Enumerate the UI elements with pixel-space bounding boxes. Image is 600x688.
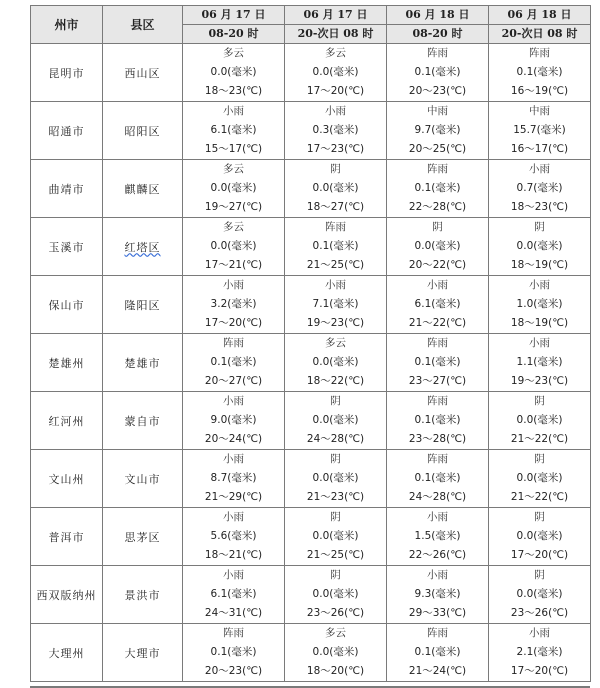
forecast-cell [489, 508, 591, 566]
rainfall-amount: 8.7(毫米) [210, 472, 257, 484]
temperature-range: 18～19(℃) [510, 317, 569, 329]
district-label: 思茅区 [124, 530, 161, 544]
weather-condition: 阵雨 [427, 337, 448, 349]
city-name: 玉溪市 [31, 218, 103, 276]
temperature-range: 19～27(℃) [204, 201, 263, 213]
weather-condition: 中雨 [427, 105, 448, 117]
forecast-cell [387, 392, 489, 450]
weather-condition: 阴 [534, 511, 545, 523]
temperature-range: 23～26(℃) [510, 607, 569, 619]
rainfall-amount: 6.1(毫米) [210, 588, 257, 600]
rainfall-amount: 0.0(毫米) [312, 646, 359, 658]
forecast-cell [489, 218, 591, 276]
temperature-range: 22～28(℃) [408, 201, 467, 213]
forecast-cell [387, 450, 489, 508]
table-row [31, 160, 591, 218]
rainfall-amount: 0.0(毫米) [516, 240, 563, 252]
rainfall-amount: 0.0(毫米) [312, 530, 359, 542]
forecast-cell [183, 102, 285, 160]
temperature-range: 16～19(℃) [510, 85, 569, 97]
temperature-range: 18～21(℃) [204, 549, 263, 561]
weather-condition: 小雨 [223, 395, 244, 407]
district-label: 昭阳区 [124, 124, 161, 138]
rainfall-amount: 1.5(毫米) [414, 530, 461, 542]
forecast-cell [285, 218, 387, 276]
district-label: 红塔区 [124, 240, 161, 254]
rainfall-amount: 0.0(毫米) [312, 588, 359, 600]
temperature-range: 24～28(℃) [408, 491, 467, 503]
temperature-range: 17～23(℃) [306, 143, 365, 155]
temperature-range: 17～20(℃) [510, 665, 569, 677]
temperature-range: 24～31(℃) [204, 607, 263, 619]
forecast-cell [183, 392, 285, 450]
temperature-range: 21～24(℃) [408, 665, 467, 677]
weather-condition: 阴 [432, 221, 443, 233]
rainfall-amount: 9.0(毫米) [210, 414, 257, 426]
table-row [31, 566, 591, 624]
temperature-range: 23～27(℃) [408, 375, 467, 387]
weather-condition: 阵雨 [325, 221, 346, 233]
rainfall-amount: 0.0(毫米) [516, 530, 563, 542]
temperature-range: 18～23(℃) [204, 85, 263, 97]
header-date: 06 月 18 日 [387, 6, 489, 25]
district-name [103, 450, 183, 508]
temperature-range: 20～24(℃) [204, 433, 263, 445]
weather-condition: 多云 [223, 47, 244, 59]
forecast-cell [489, 276, 591, 334]
forecast-cell [387, 218, 489, 276]
city-name: 楚雄州 [31, 334, 103, 392]
rainfall-amount: 0.0(毫米) [312, 472, 359, 484]
weather-condition: 小雨 [427, 279, 448, 291]
temperature-range: 18～22(℃) [306, 375, 365, 387]
forecast-cell [183, 160, 285, 218]
weather-condition: 小雨 [223, 105, 244, 117]
temperature-range: 21～22(℃) [510, 491, 569, 503]
weather-condition: 阴 [330, 569, 341, 581]
temperature-range: 24～28(℃) [306, 433, 365, 445]
city-name: 保山市 [31, 276, 103, 334]
rainfall-amount: 1.0(毫米) [516, 298, 563, 310]
city-name: 普洱市 [31, 508, 103, 566]
rainfall-amount: 0.0(毫米) [312, 66, 359, 78]
header-date: 06 月 17 日 [183, 6, 285, 25]
table-row [31, 44, 591, 102]
rainfall-amount: 2.1(毫米) [516, 646, 563, 658]
rainfall-amount: 0.1(毫米) [414, 356, 461, 368]
weather-condition: 阵雨 [529, 47, 550, 59]
temperature-range: 20～22(℃) [408, 259, 467, 271]
forecast-cell [489, 624, 591, 682]
district-label: 文山市 [124, 472, 161, 486]
rainfall-amount: 15.7(毫米) [513, 124, 566, 136]
temperature-range: 20～23(℃) [204, 665, 263, 677]
district-name [103, 276, 183, 334]
forecast-cell [387, 276, 489, 334]
rainfall-amount: 0.0(毫米) [312, 356, 359, 368]
table-row [31, 218, 591, 276]
forecast-cell [489, 450, 591, 508]
temperature-range: 29～33(℃) [408, 607, 467, 619]
forecast-cell [285, 102, 387, 160]
temperature-range: 19～23(℃) [306, 317, 365, 329]
rainfall-amount: 6.1(毫米) [210, 124, 257, 136]
rainfall-amount: 0.1(毫米) [414, 472, 461, 484]
temperature-range: 21～22(℃) [510, 433, 569, 445]
forecast-cell [387, 334, 489, 392]
forecast-cell [285, 392, 387, 450]
weather-condition: 阵雨 [427, 453, 448, 465]
rainfall-amount: 9.3(毫米) [414, 588, 461, 600]
forecast-cell [183, 218, 285, 276]
forecast-cell [489, 392, 591, 450]
forecast-cell [387, 508, 489, 566]
district-name [103, 392, 183, 450]
rainfall-amount: 0.0(毫米) [312, 182, 359, 194]
header-row-dates [31, 6, 591, 25]
temperature-range: 21～25(℃) [306, 259, 365, 271]
table-row [31, 276, 591, 334]
weather-condition: 小雨 [529, 337, 550, 349]
district-name [103, 624, 183, 682]
temperature-range: 20～23(℃) [408, 85, 467, 97]
district-label: 蒙自市 [124, 414, 161, 428]
forecast-cell [489, 102, 591, 160]
temperature-range: 18～19(℃) [510, 259, 569, 271]
forecast-cell [489, 44, 591, 102]
temperature-range: 22～26(℃) [408, 549, 467, 561]
weather-condition: 中雨 [529, 105, 550, 117]
weather-condition: 阴 [534, 395, 545, 407]
forecast-cell [183, 450, 285, 508]
temperature-range: 18～20(℃) [306, 665, 365, 677]
weather-condition: 阴 [330, 453, 341, 465]
rainfall-amount: 0.0(毫米) [414, 240, 461, 252]
city-name: 曲靖市 [31, 160, 103, 218]
forecast-cell [183, 624, 285, 682]
rainfall-amount: 0.1(毫米) [414, 66, 461, 78]
temperature-range: 15～17(℃) [204, 143, 263, 155]
rainfall-amount: 7.1(毫米) [312, 298, 359, 310]
city-name: 西双版纳州 [31, 566, 103, 624]
weather-condition: 多云 [325, 337, 346, 349]
district-name [103, 334, 183, 392]
district-label: 麒麟区 [124, 182, 161, 196]
temperature-range: 17～20(℃) [510, 549, 569, 561]
temperature-range: 17～20(℃) [306, 85, 365, 97]
weather-condition: 阵雨 [427, 47, 448, 59]
rainfall-amount: 0.0(毫米) [210, 240, 257, 252]
rainfall-amount: 9.7(毫米) [414, 124, 461, 136]
forecast-cell [183, 566, 285, 624]
weather-condition: 小雨 [529, 163, 550, 175]
city-name: 大理州 [31, 624, 103, 682]
forecast-cell [183, 276, 285, 334]
temperature-range: 18～27(℃) [306, 201, 365, 213]
district-name [103, 218, 183, 276]
weather-condition: 小雨 [325, 105, 346, 117]
temperature-range: 21～29(℃) [204, 491, 263, 503]
weather-condition: 多云 [325, 47, 346, 59]
city-name: 昭通市 [31, 102, 103, 160]
weather-condition: 阵雨 [223, 627, 244, 639]
forecast-cell [285, 334, 387, 392]
forecast-cell [183, 334, 285, 392]
temperature-range: 21～25(℃) [306, 549, 365, 561]
weather-condition: 阴 [330, 511, 341, 523]
temperature-range: 16～17(℃) [510, 143, 569, 155]
table-row [31, 334, 591, 392]
forecast-cell [183, 508, 285, 566]
city-name: 红河州 [31, 392, 103, 450]
district-label: 大理市 [124, 646, 161, 660]
forecast-cell [285, 160, 387, 218]
weather-condition: 小雨 [427, 511, 448, 523]
header-time-span: 20-次日 08 时 [489, 25, 591, 44]
weather-condition: 多云 [223, 221, 244, 233]
temperature-range: 18～23(℃) [510, 201, 569, 213]
weather-condition: 多云 [223, 163, 244, 175]
temperature-range: 23～26(℃) [306, 607, 365, 619]
forecast-table [30, 5, 591, 682]
weather-condition: 阴 [534, 453, 545, 465]
temperature-range: 20～25(℃) [408, 143, 467, 155]
forecast-cell [387, 102, 489, 160]
rainfall-amount: 0.1(毫米) [210, 646, 257, 658]
weather-condition: 小雨 [427, 569, 448, 581]
weather-condition: 小雨 [223, 453, 244, 465]
city-name: 昆明市 [31, 44, 103, 102]
forecast-cell [489, 334, 591, 392]
rainfall-amount: 0.1(毫米) [312, 240, 359, 252]
district-name [103, 160, 183, 218]
forecast-cell [489, 160, 591, 218]
weather-condition: 小雨 [223, 511, 244, 523]
rainfall-amount: 0.1(毫米) [210, 356, 257, 368]
district-name [103, 508, 183, 566]
rainfall-amount: 0.3(毫米) [312, 124, 359, 136]
forecast-cell [387, 160, 489, 218]
weather-condition: 阵雨 [223, 337, 244, 349]
rainfall-amount: 1.1(毫米) [516, 356, 563, 368]
rainfall-amount: 0.0(毫米) [312, 414, 359, 426]
table-row [31, 450, 591, 508]
weather-condition: 小雨 [223, 569, 244, 581]
rainfall-amount: 5.6(毫米) [210, 530, 257, 542]
rainfall-amount: 0.0(毫米) [210, 66, 257, 78]
weather-condition: 阵雨 [427, 163, 448, 175]
forecast-cell [489, 566, 591, 624]
forecast-cell [285, 450, 387, 508]
header-time-span: 08-20 时 [387, 25, 489, 44]
rainfall-amount: 0.7(毫米) [516, 182, 563, 194]
header-date: 06 月 17 日 [285, 6, 387, 25]
header-time-span: 20-次日 08 时 [285, 25, 387, 44]
forecast-cell [285, 276, 387, 334]
district-name [103, 44, 183, 102]
rainfall-amount: 0.1(毫米) [414, 646, 461, 658]
forecast-cell [285, 624, 387, 682]
district-label: 景洪市 [124, 588, 161, 602]
rainfall-amount: 6.1(毫米) [414, 298, 461, 310]
forecast-cell [285, 508, 387, 566]
temperature-range: 23～28(℃) [408, 433, 467, 445]
table-row [31, 624, 591, 682]
forecast-cell [387, 624, 489, 682]
weather-condition: 小雨 [325, 279, 346, 291]
forecast-cell [183, 44, 285, 102]
city-name: 文山州 [31, 450, 103, 508]
forecast-cell [285, 44, 387, 102]
rainfall-amount: 0.0(毫米) [516, 414, 563, 426]
table-row [31, 508, 591, 566]
weather-condition: 阵雨 [427, 627, 448, 639]
temperature-range: 17～21(℃) [204, 259, 263, 271]
temperature-range: 19～23(℃) [510, 375, 569, 387]
weather-condition: 多云 [325, 627, 346, 639]
weather-condition: 小雨 [529, 279, 550, 291]
header-city: 州市 [31, 6, 103, 44]
rainfall-amount: 0.0(毫米) [516, 472, 563, 484]
forecast-cell [387, 44, 489, 102]
weather-condition: 阵雨 [427, 395, 448, 407]
temperature-range: 21～22(℃) [408, 317, 467, 329]
table-row [31, 102, 591, 160]
weather-condition: 小雨 [529, 627, 550, 639]
district-label: 隆阳区 [124, 298, 161, 312]
district-name [103, 102, 183, 160]
district-name [103, 566, 183, 624]
weather-condition: 小雨 [223, 279, 244, 291]
temperature-range: 17～20(℃) [204, 317, 263, 329]
rainfall-amount: 3.2(毫米) [210, 298, 257, 310]
district-label: 西山区 [124, 66, 161, 80]
forecast-cell [285, 566, 387, 624]
header-date: 06 月 18 日 [489, 6, 591, 25]
rainfall-amount: 0.1(毫米) [414, 414, 461, 426]
table-row [31, 392, 591, 450]
temperature-range: 21～23(℃) [306, 491, 365, 503]
weather-condition: 阴 [534, 221, 545, 233]
rainfall-amount: 0.0(毫米) [210, 182, 257, 194]
header-time-span: 08-20 时 [183, 25, 285, 44]
weather-condition: 阴 [534, 569, 545, 581]
temperature-range: 20～27(℃) [204, 375, 263, 387]
district-label: 楚雄市 [124, 356, 161, 370]
forecast-cell [387, 566, 489, 624]
rainfall-amount: 0.0(毫米) [516, 588, 563, 600]
weather-condition: 阴 [330, 163, 341, 175]
header-district: 县区 [103, 6, 183, 44]
weather-condition: 阴 [330, 395, 341, 407]
rainfall-amount: 0.1(毫米) [414, 182, 461, 194]
rainfall-amount: 0.1(毫米) [516, 66, 563, 78]
